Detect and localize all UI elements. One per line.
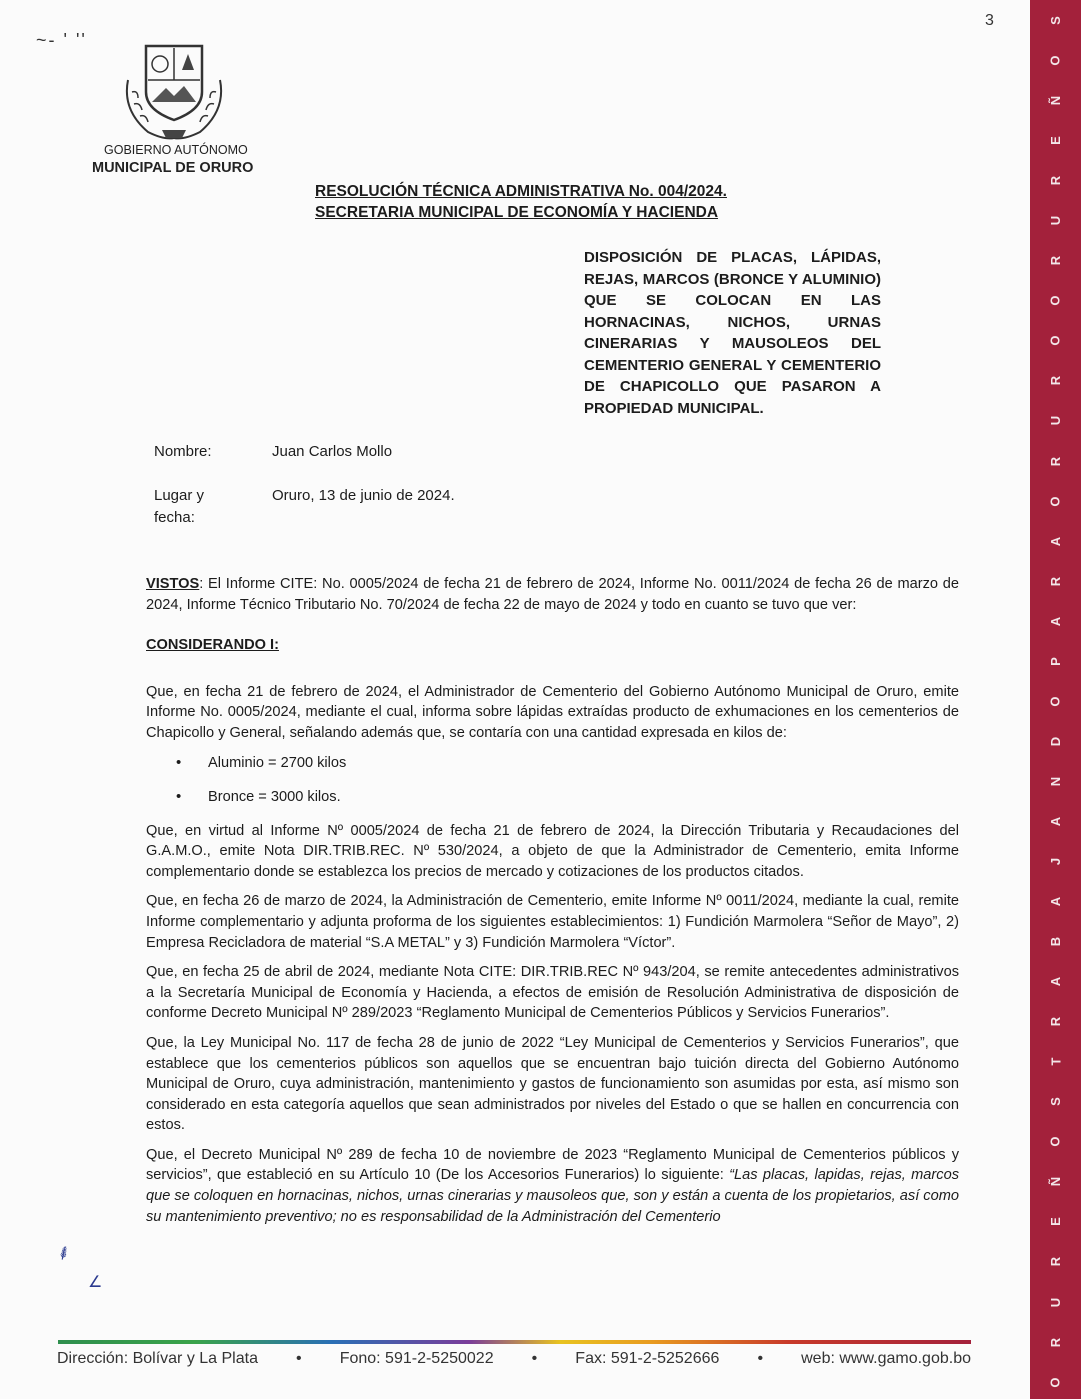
footer-contact <box>57 1350 971 1368</box>
side-band-letter: R <box>1047 1337 1063 1347</box>
side-band-letter: T <box>1047 1057 1063 1066</box>
page-mark: 3 <box>985 12 994 29</box>
side-band-letter: R <box>1047 175 1063 186</box>
paragraph-4: Que, en fecha 25 de abril de 2024, mediante Nota CITE: DIR.TRIB.REC Nº 943/204, se remite antecedentes administrativos a la Secretaría Municipal de Economía y Hacienda, a efectos de emisión de Resolución Administrativa de disposición de conforme Decreto Municipal Nº 289/2023 “Reglamento Municipal de Cementerios Públicos y Servicios Funerarios”. <box>146 964 959 1022</box>
vistos-text: : El Informe CITE: No. 0005/2024 de fecha 21 de febrero de 2024, Informe No. 0011/2024 de fecha 26 de marzo de 2024, Informe Técnico Tributario No. 70/2024 de fecha 22 de mayo de 2024 y todo en cuanto se tuvo que ver: <box>146 576 959 613</box>
footer-address: Dirección: Bolívar y La Plata <box>57 1350 258 1367</box>
vistos-paragraph <box>146 574 959 615</box>
side-band-letter: E <box>1047 136 1063 145</box>
footer-color-divider <box>58 1340 971 1344</box>
footer-phone: Fono: 591-2-5250022 <box>339 1350 494 1367</box>
initials-signature-1: ⸙ <box>53 1240 75 1266</box>
paragraph-3: Que, en fecha 26 de marzo de 2024, la Administración de Cementerio, emite Informe Nº 0011/2024, mediante la cual, remite Informe complementario y adjunta proforma de los siguientes establecimientos: 1) Fundición Marmolera “Señor de Mayo”, 2) Empresa Recicladora de material “S.A METAL” y 3) Fundición Marmolera “Víctor”. <box>146 893 959 951</box>
side-band-letter: O <box>1048 1377 1063 1388</box>
vistos-label: VISTOS <box>146 576 200 592</box>
side-band-letter: A <box>1047 616 1063 626</box>
side-band-letter: R <box>1047 1257 1063 1267</box>
side-band-letter: N <box>1047 776 1063 787</box>
side-band-letter: A <box>1047 976 1063 987</box>
side-band-letter: O <box>1048 496 1063 507</box>
side-band-letter: Ñ <box>1047 1177 1063 1187</box>
side-band-letter: U <box>1047 1297 1063 1307</box>
side-band-letter: J <box>1047 857 1063 866</box>
list-item: • Bronce = 3000 kilos. <box>146 787 959 807</box>
side-band-letter: R <box>1047 576 1063 586</box>
side-band-letter: R <box>1047 456 1063 466</box>
side-band-letter: R <box>1047 376 1063 386</box>
side-band-letter: O <box>1048 55 1063 66</box>
footer-web: web: www.gamo.gob.bo <box>801 1350 971 1367</box>
paragraph-5: Que, la Ley Municipal No. 117 de fecha 28 de junio de 2022 “Ley Municipal de Cementerios y Servicios Funerarios”, que establece que los cementerios públicos son aquellos que se encuentran bajo tuición directa del Gobierno Autónomo Municipal de Oruro, cuya administración, mantenimiento y gastos de funcionamiento son asumidas por esta, así mismo son considerado en esta categoría aquellos que sean administrados por niveles del Estado o que se hallen en concurrencia con estos. <box>146 1034 959 1134</box>
side-band-letter: U <box>1047 216 1063 226</box>
considerando-heading: CONSIDERANDO I: <box>146 637 279 654</box>
resolution-subject: DISPOSICIÓN DE PLACAS, LÁPIDAS, REJAS, MARCOS (BRONCE Y ALUMINIO) QUE SE COLOCAN EN LAS HORNACINAS, NICHOS, URNAS CINERARIAS Y MAUSOLEOS DEL CEMENTERIO GENERAL Y CEMENTERIO DE CHAPICOLLO QUE PASARON A PROPIEDAD MUNICIPAL. <box>584 249 881 417</box>
paragraph-6: Que, el Decreto Municipal Nº 289 de fecha 10 de noviembre de 2023 “Reglamento Municipal de Cementerios públicos y servicios”, que estableció en su Artículo 10 (De los Accesorios Funerarios) lo siguiente: “Las placas, lapidas, rejas, marcos que se coloquen en hornacinas, nichos, urnas cinerarias y mausoleos que, son y están a cuenta de los propietarios, así como su mantenimiento preventivo; no es responsabilidad de la Administración del Cementerio <box>146 1146 959 1225</box>
side-slogan-band <box>1030 0 1081 1399</box>
paragraph-1: Que, en fecha 21 de febrero de 2024, el Administrador de Cementerio del Gobierno Autónomo Municipal de Oruro, emite Informe No. 0005/2024, mediante el cual, informa sobre lápidas extraídas producto de exhumaciones en los cementerios de Chapicollo y General, señalando además que, se contaría con una cantidad expresada en kilos de: <box>146 683 959 741</box>
side-band-letter: O <box>1048 1136 1063 1147</box>
quantity-list <box>146 753 959 807</box>
footer-separator: • <box>296 1350 302 1367</box>
side-band-letter: U <box>1047 416 1063 426</box>
side-band-letter: P <box>1047 656 1063 666</box>
paragraph-2: Que, en virtud al Informe Nº 0005/2024 de fecha 21 de febrero de 2024, la Dirección Tributaria y Recaudaciones del G.A.M.O., emite Nota DIR.TRIB.REC. Nº 530/2024, a objeto de que la Administrador de Cementerio, emita Informe complementario donde se establezca los precios de mercado y cotizaciones de los productos citados. <box>146 822 959 880</box>
footer-separator: • <box>531 1350 538 1367</box>
title-line-2: SECRETARIA MUNICIPAL DE ECONOMÍA Y HACIENDA <box>315 204 719 221</box>
footer-fax: Fax: 591-2-5252666 <box>575 1350 720 1367</box>
resolution-title <box>315 181 727 223</box>
place-date-value: Oruro, 13 de junio de 2024. <box>272 487 455 504</box>
name-value: Juan Carlos Mollo <box>272 443 393 460</box>
logo-caption-line2: MUNICIPAL DE ORURO <box>92 160 254 176</box>
side-band-letter: R <box>1047 256 1063 266</box>
side-band-letter: D <box>1047 736 1063 747</box>
document-body <box>146 574 959 1236</box>
side-band-letter: O <box>1048 335 1063 346</box>
name-label: Nombre: <box>154 443 212 460</box>
municipal-crest-logo <box>118 40 230 146</box>
side-band-letter: S <box>1047 16 1063 25</box>
side-band-letter: S <box>1047 1097 1063 1107</box>
side-band-letter: B <box>1047 936 1063 947</box>
title-line-1: RESOLUCIÓN TÉCNICA ADMINISTRATIVA No. 004/2024. <box>315 183 727 200</box>
side-band-letter: A <box>1047 536 1063 546</box>
logo-caption-line1: GOBIERNO AUTÓNOMO <box>104 143 248 157</box>
side-band-letter: E <box>1047 1217 1063 1227</box>
place-date-label: Lugar y fecha: <box>154 487 205 526</box>
footer-separator: • <box>757 1350 764 1367</box>
side-band-letter: A <box>1047 816 1063 827</box>
initials-signature-2: ∠ <box>88 1274 103 1291</box>
side-band-letter: O <box>1048 295 1063 306</box>
list-item: • Aluminio = 2700 kilos <box>146 753 959 773</box>
side-band-letter: R <box>1047 1016 1063 1027</box>
margin-scribble: ~- ' '' <box>36 30 87 50</box>
side-band-letter: Ñ <box>1047 95 1063 106</box>
side-band-letter: A <box>1047 896 1063 907</box>
quoted-article: “Las placas, lapidas, rejas, marcos que se coloquen en hornacinas, nichos, urnas cinerarias y mausoleos que, son y están a cuenta de los propietarios, así como su mantenimiento preventivo; no es responsabilidad de la Administración del Cementerio <box>146 1167 959 1225</box>
side-band-letter: O <box>1048 696 1063 707</box>
